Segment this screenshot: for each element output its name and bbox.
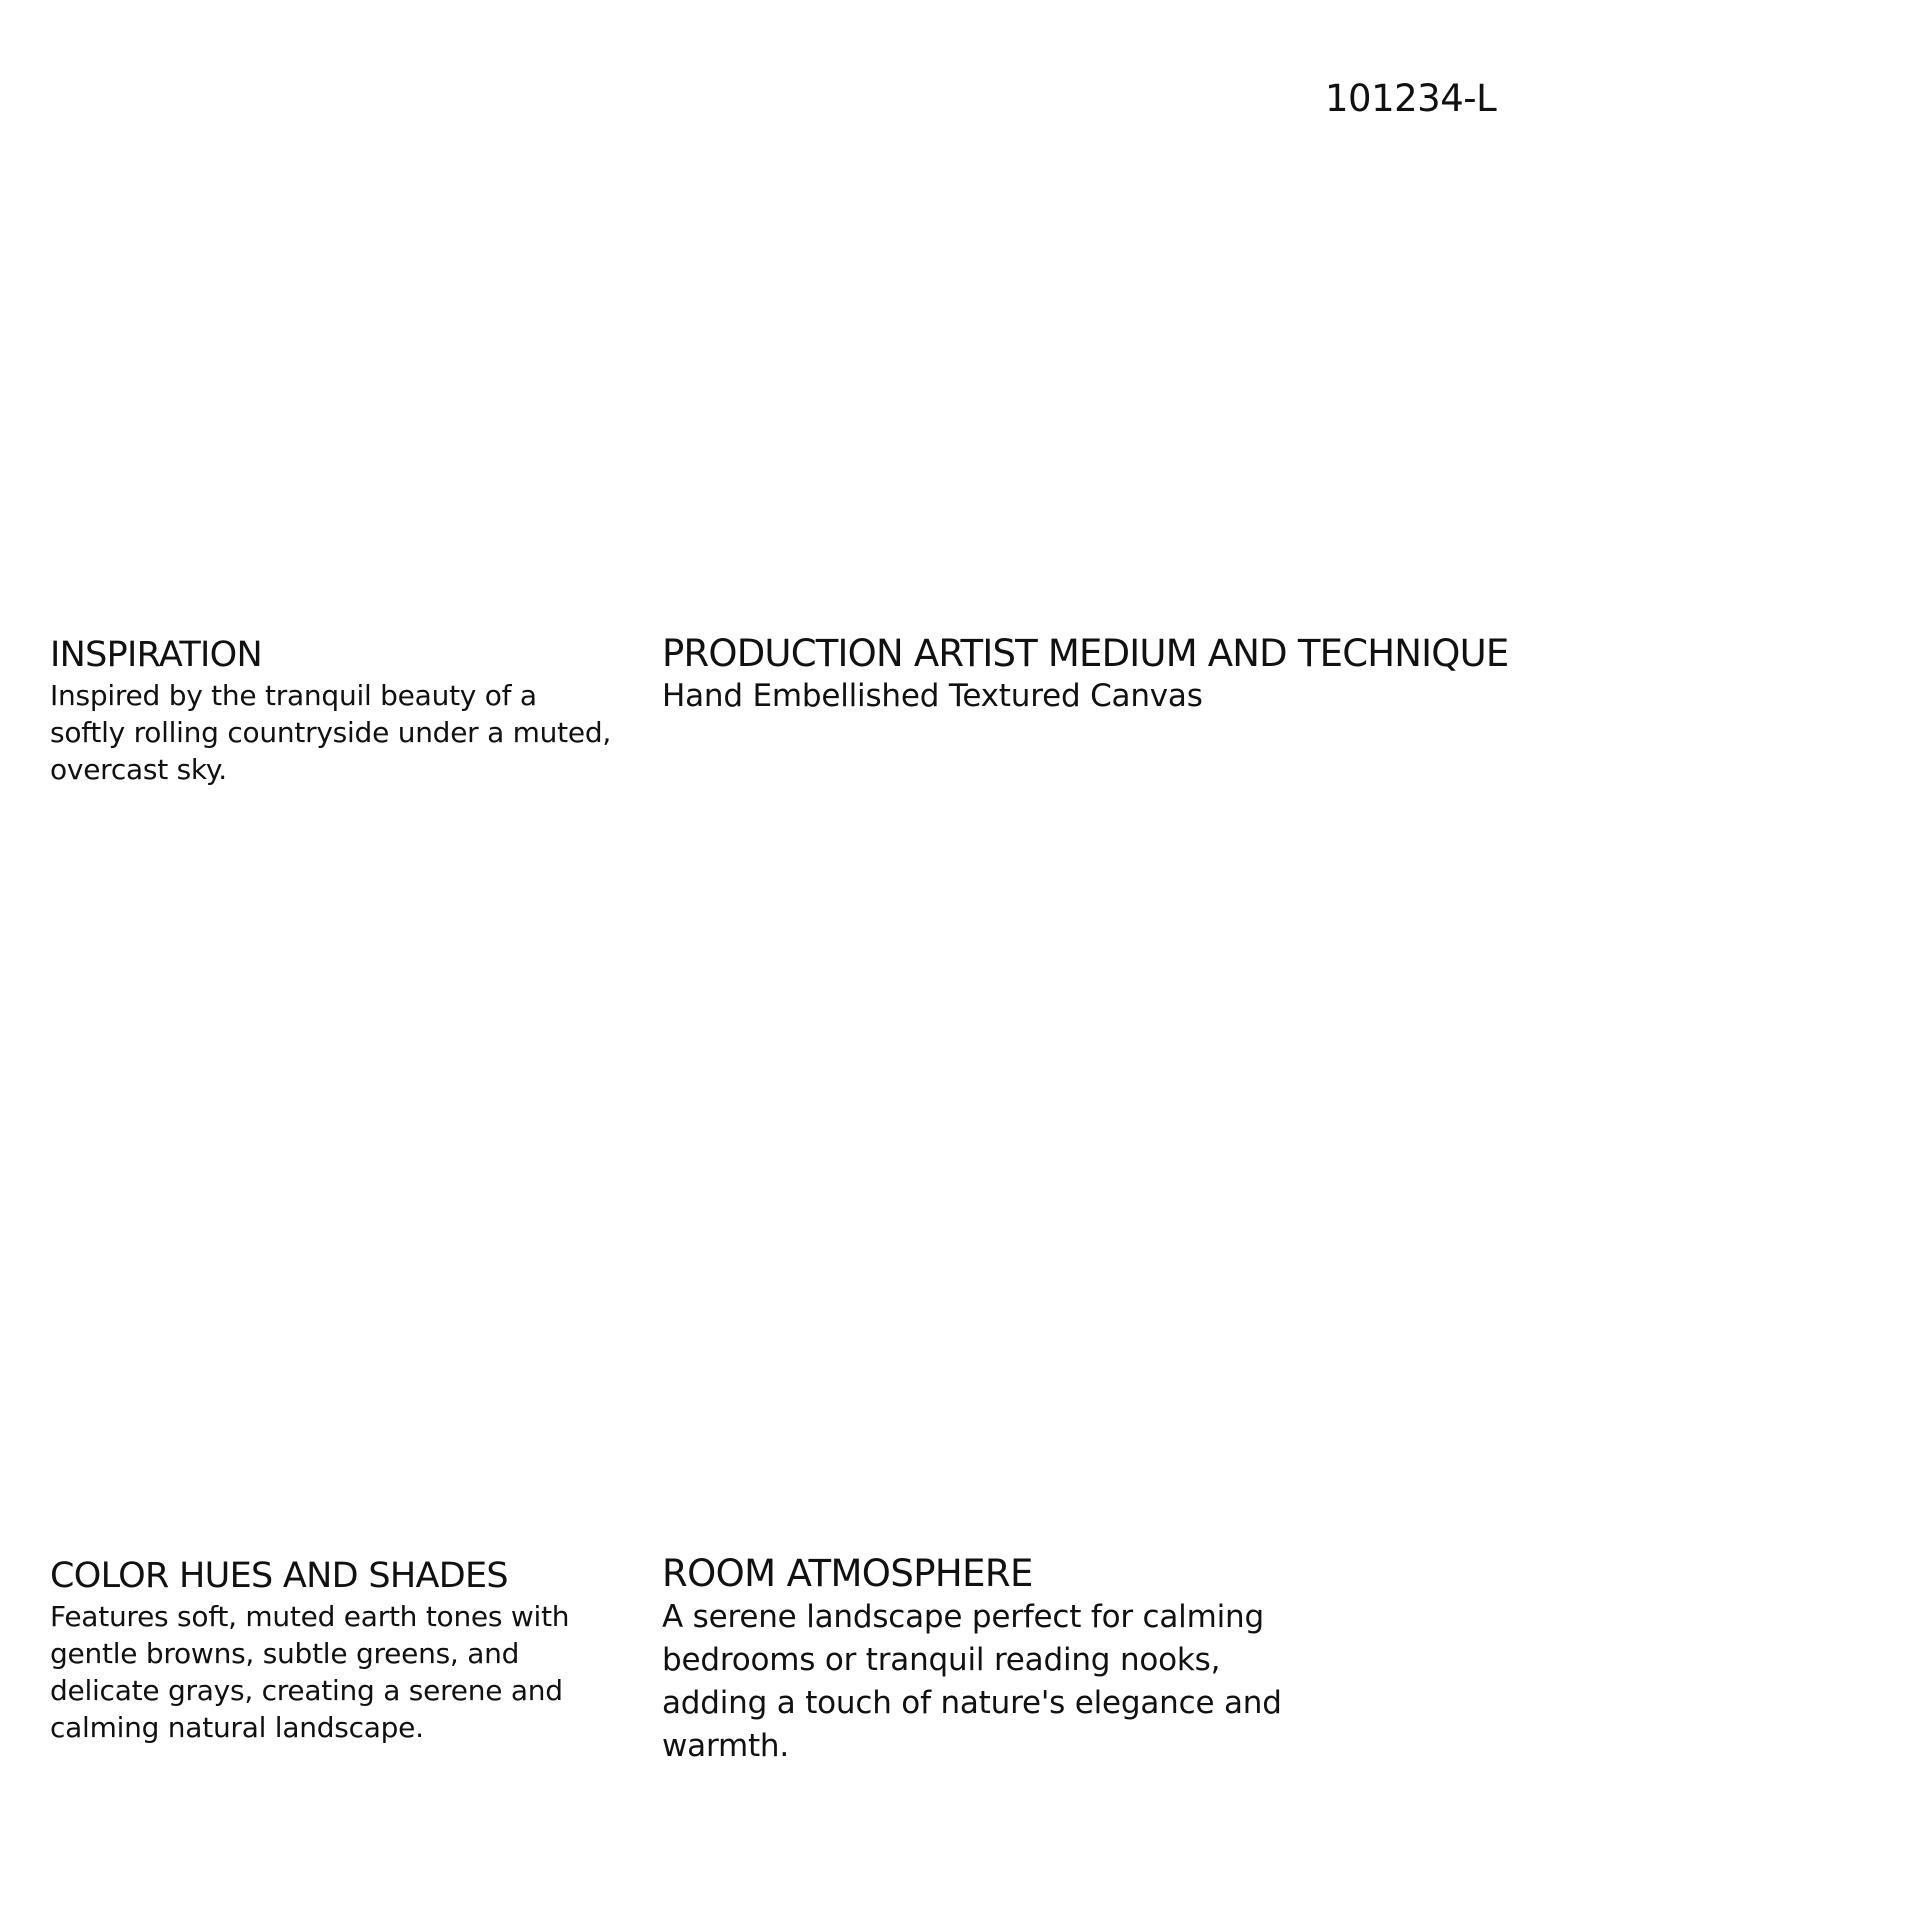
room-atmosphere-text: A serene landscape perfect for calming bedrooms or tranquil reading nooks, adding a touch of nature's elegance and warmth. xyxy=(662,1599,1282,1764)
color-hues-section xyxy=(50,1554,620,1746)
room-atmosphere-heading: ROOM ATMOSPHERE xyxy=(662,1552,1033,1595)
inspiration-heading: INSPIRATION xyxy=(50,635,263,675)
product-code: 101234-L xyxy=(1325,77,1497,120)
production-section xyxy=(662,632,1562,718)
color-hues-heading: COLOR HUES AND SHADES xyxy=(50,1556,508,1596)
production-text: Hand Embellished Textured Canvas xyxy=(662,678,1203,714)
room-atmosphere-section xyxy=(662,1552,1282,1768)
inspiration-text: Inspired by the tranquil beauty of a softly rolling countryside under a muted, overcast sky. xyxy=(50,679,612,786)
inspiration-section xyxy=(50,633,620,788)
production-heading: PRODUCTION ARTIST MEDIUM AND TECHNIQUE xyxy=(662,632,1509,675)
color-hues-text: Features soft, muted earth tones with gentle browns, subtle greens, and delicate grays, creating a serene and calming natural landscape. xyxy=(50,1600,570,1744)
